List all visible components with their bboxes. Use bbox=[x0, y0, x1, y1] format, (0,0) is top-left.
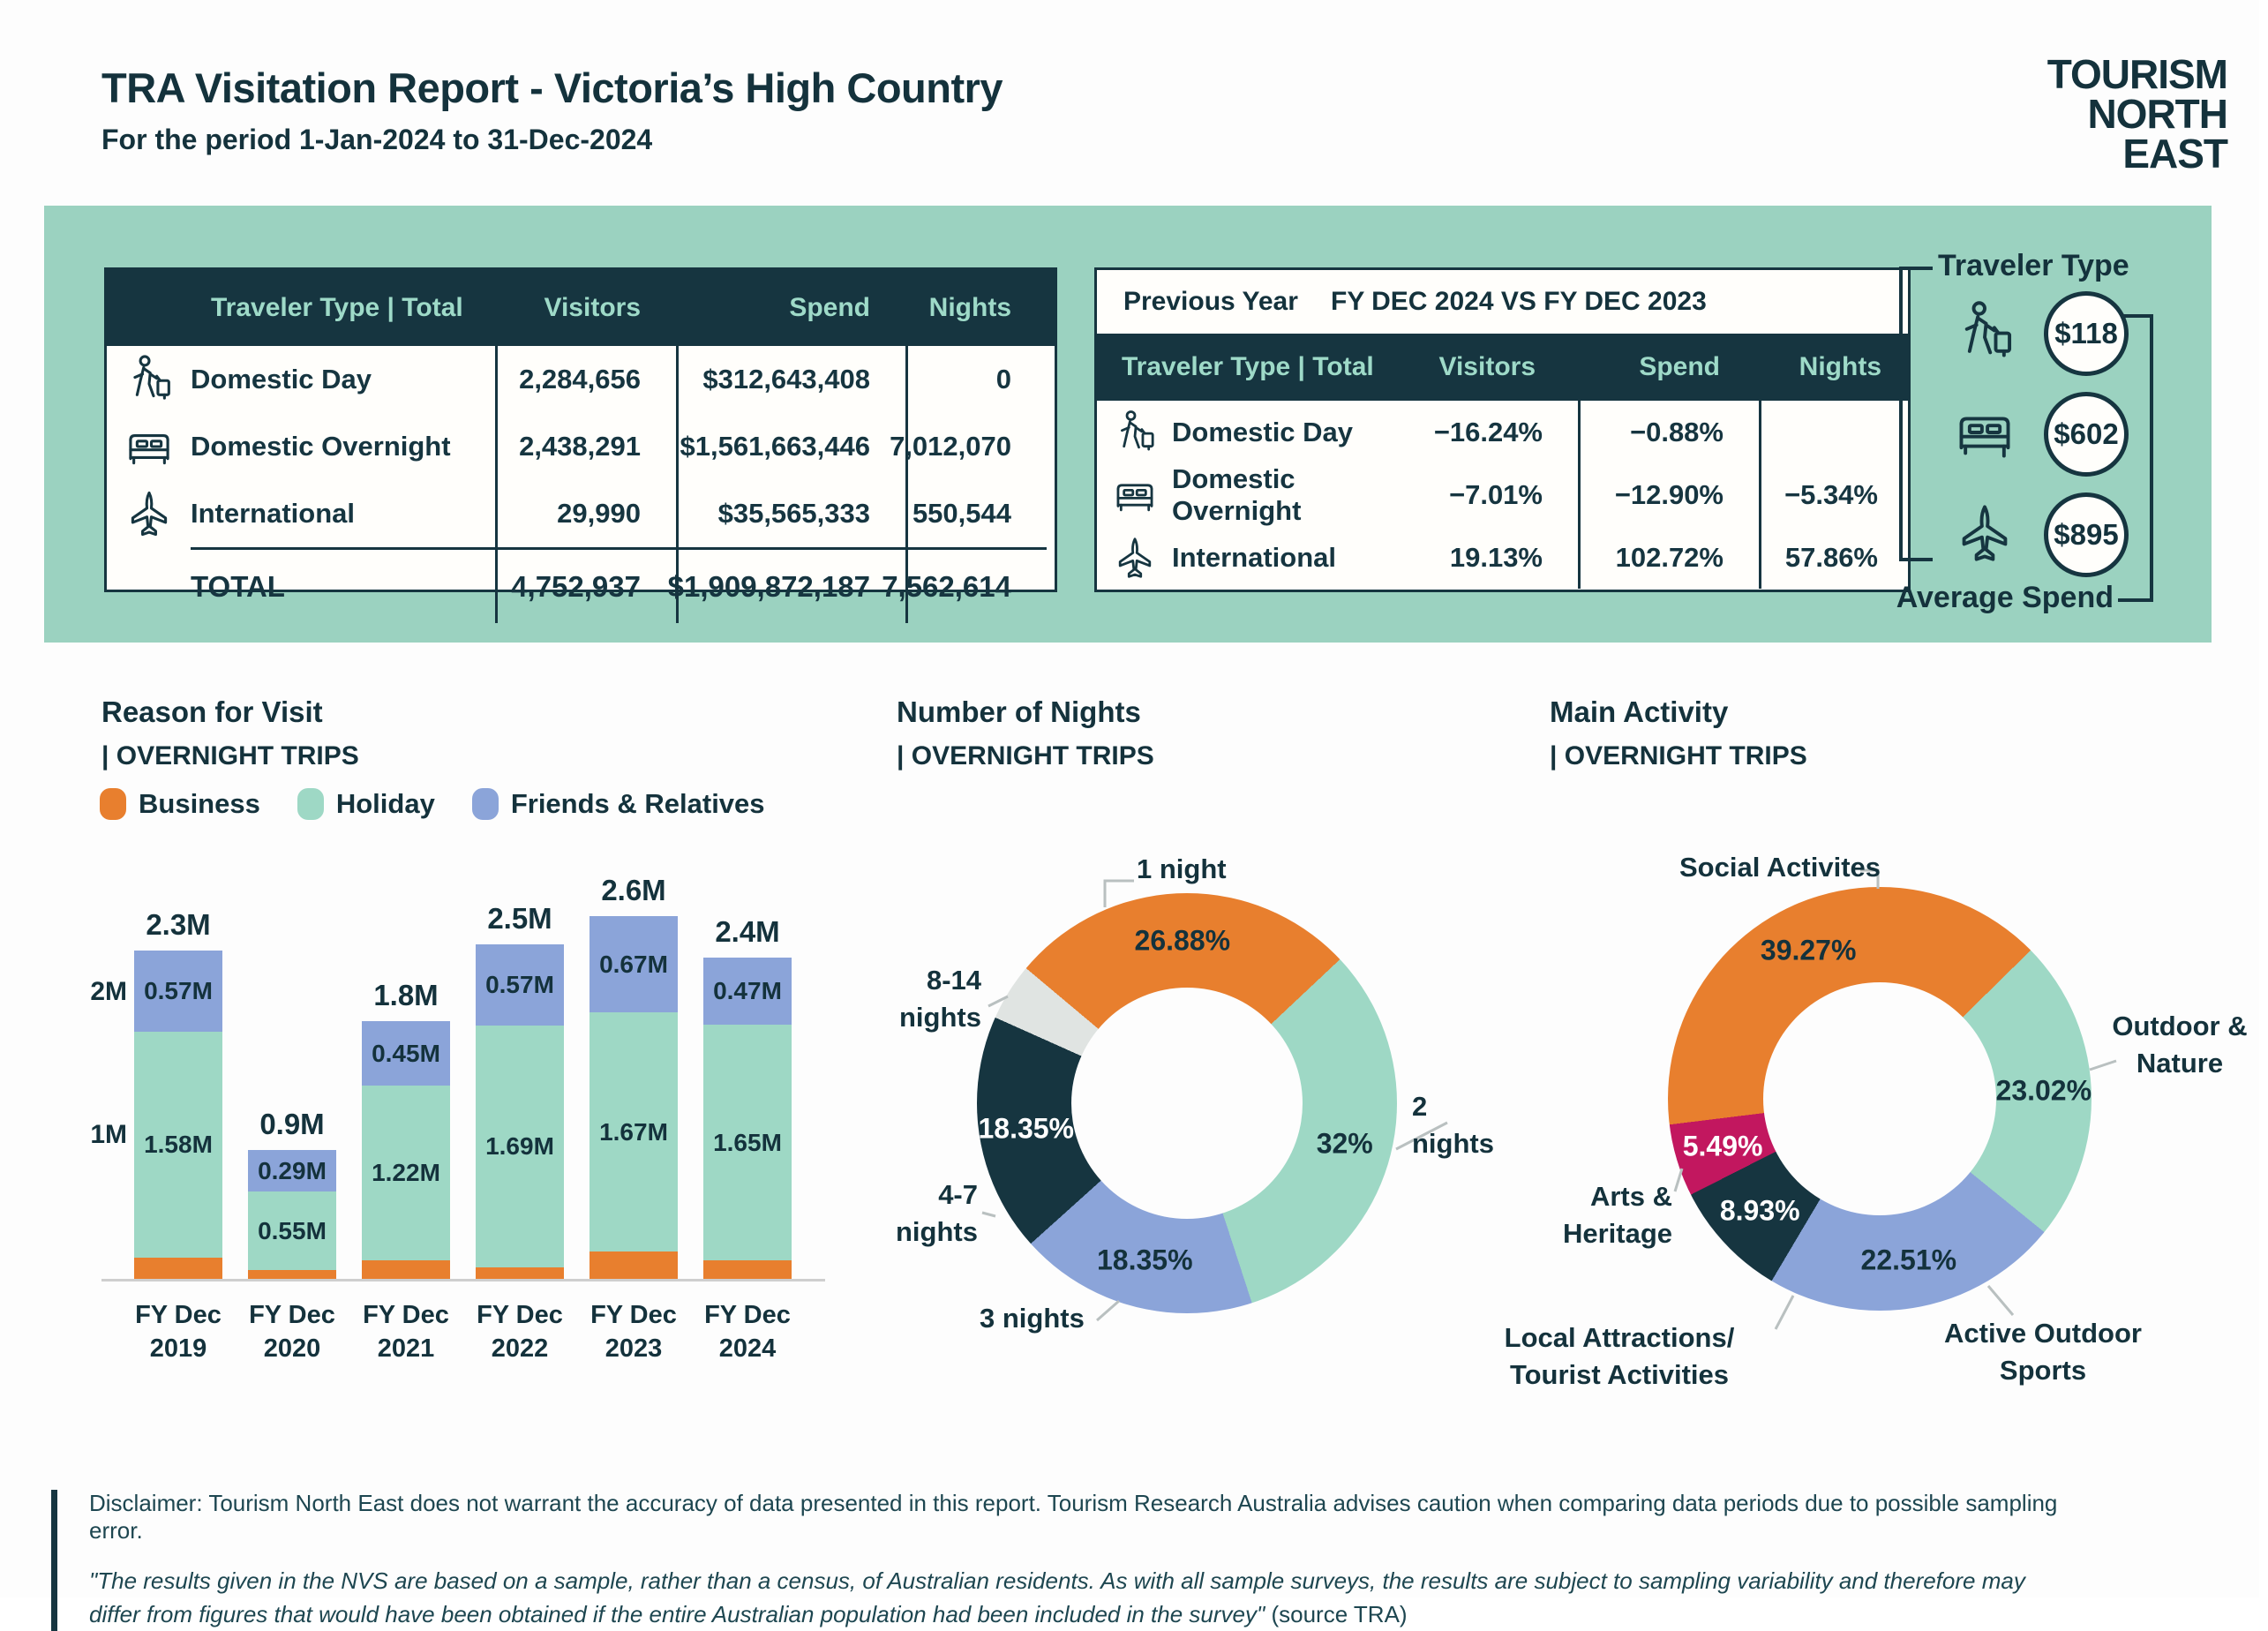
total-nights: 7,562,614 bbox=[905, 547, 1047, 623]
bar-segment-business bbox=[362, 1260, 450, 1279]
col-traveler-type: Traveler Type | Total bbox=[211, 293, 463, 322]
totals-table bbox=[104, 267, 1057, 603]
legend-label: Holiday bbox=[335, 788, 435, 819]
bar-segment-friends-relatives: 0.47M bbox=[703, 958, 792, 1025]
traveler-type-title: Traveler Type bbox=[1938, 249, 2129, 282]
bar-segment-friends-relatives: 0.57M bbox=[476, 944, 564, 1026]
donut-percent-label: 23.02% bbox=[1995, 1074, 2092, 1107]
legend-label: Business bbox=[139, 788, 260, 819]
holiday-swatch bbox=[297, 788, 324, 820]
table-total-row bbox=[107, 547, 1055, 623]
donut-percent-label: 8.93% bbox=[1719, 1194, 1800, 1227]
bar-total-label: 1.8M bbox=[373, 979, 439, 1011]
x-axis-line bbox=[101, 1279, 825, 1282]
total-label: TOTAL bbox=[191, 547, 495, 623]
avg-spend-row bbox=[1950, 492, 2129, 577]
callout-3-nights: 3 nights bbox=[980, 1303, 1085, 1334]
bar-segment-business bbox=[248, 1270, 336, 1279]
table-row bbox=[107, 480, 1055, 547]
legend-item-business bbox=[100, 788, 260, 820]
callout-1-night: 1 night bbox=[1137, 853, 1227, 884]
donut-percent-label: 18.35% bbox=[1096, 1244, 1193, 1276]
col-visitors: Visitors bbox=[544, 293, 641, 322]
bar-total-label: 0.9M bbox=[259, 1108, 325, 1140]
callout-2-nights: 2 nights bbox=[1412, 1091, 1494, 1159]
callout-local-attractions: Local Attractions/ Tourist Activities bbox=[1504, 1322, 1735, 1390]
avg-spend-badge: $895 bbox=[2044, 492, 2129, 577]
logo-line: NORTH bbox=[2087, 91, 2227, 137]
donut-hole bbox=[1763, 982, 1996, 1215]
donut-hole bbox=[1071, 988, 1303, 1219]
donut-percent-label: 18.35% bbox=[978, 1112, 1074, 1145]
callout-outdoor-nature: Outdoor & Nature bbox=[2112, 1011, 2248, 1079]
average-spend-label: Average Spend bbox=[1896, 581, 2114, 614]
legend-item-holiday bbox=[297, 788, 435, 820]
nights-change: 57.86% bbox=[1759, 526, 1913, 589]
traveler-type-bracket-left bbox=[1899, 267, 1933, 561]
col-traveler-type: Traveler Type | Total bbox=[1122, 352, 1374, 381]
main-activity-donut-chart bbox=[1447, 838, 2259, 1390]
donut-percent-label: 39.27% bbox=[1760, 934, 1857, 966]
row-label: Domestic Overnight bbox=[1172, 462, 1302, 526]
traveler-walking-icon bbox=[1950, 297, 2019, 371]
reason-for-visit-bar-chart bbox=[88, 874, 834, 1377]
row-label: Domestic Day bbox=[1172, 416, 1354, 447]
bar-segment-holiday: 1.69M bbox=[476, 1026, 564, 1267]
bar-segment-holiday: 0.55M bbox=[248, 1191, 336, 1270]
number-of-nights-title: Number of Nights bbox=[897, 695, 1141, 728]
x-axis-category-label: FY Dec 2020 bbox=[249, 1301, 335, 1363]
previous-year-caption bbox=[1097, 270, 1908, 334]
main-activity-subtitle: | OVERNIGHT TRIPS bbox=[1550, 741, 1807, 770]
plane-icon bbox=[107, 480, 191, 547]
table-row bbox=[1097, 463, 1908, 526]
donut-percent-label: 5.49% bbox=[1682, 1130, 1763, 1162]
plane-icon bbox=[1950, 499, 2019, 572]
x-axis-category-label: FY Dec 2019 bbox=[135, 1301, 222, 1363]
bar-segment-holiday: 1.67M bbox=[590, 1012, 678, 1251]
visitors-change: −7.01% bbox=[1448, 478, 1543, 510]
traveler-walking-icon bbox=[107, 346, 191, 413]
previous-year-header bbox=[1097, 334, 1908, 401]
legend-label: Friends & Relatives bbox=[510, 788, 765, 819]
bar-total-label: 2.5M bbox=[487, 902, 552, 935]
x-axis-category-label: FY Dec 2024 bbox=[704, 1301, 791, 1363]
callout-4-7-nights: 4-7 nights bbox=[896, 1179, 978, 1247]
spend-value: $1,561,663,446 bbox=[676, 413, 905, 480]
col-visitors: Visitors bbox=[1438, 352, 1536, 381]
plane-icon bbox=[1097, 526, 1172, 589]
business-swatch bbox=[100, 788, 126, 820]
tourism-north-east-logo bbox=[2046, 51, 2227, 177]
table-row bbox=[1097, 526, 1908, 589]
y-axis-tick-label: 1M bbox=[90, 1120, 127, 1149]
main-activity-title: Main Activity bbox=[1550, 695, 1729, 728]
report-period: For the period 1-Jan-2024 to 31-Dec-2024 bbox=[101, 124, 653, 155]
col-spend: Spend bbox=[789, 293, 870, 322]
traveler-walking-icon bbox=[1097, 401, 1172, 463]
x-axis-category-label: FY Dec 2022 bbox=[477, 1301, 563, 1363]
bar-segment-business bbox=[590, 1251, 678, 1279]
bar-total-label: 2.6M bbox=[601, 874, 666, 906]
previous-year-table bbox=[1094, 267, 1911, 592]
spend-change: −0.88% bbox=[1578, 401, 1759, 463]
logo-line: EAST bbox=[2122, 131, 2227, 177]
spend-change: 102.72% bbox=[1578, 526, 1759, 589]
number-of-nights-subtitle: | OVERNIGHT TRIPS bbox=[897, 741, 1154, 770]
bar-segment-business bbox=[703, 1260, 792, 1279]
previous-year-label: Previous Year bbox=[1123, 287, 1298, 316]
callout-active-outdoor-sports: Active Outdoor Sports bbox=[1944, 1318, 2142, 1386]
col-spend: Spend bbox=[1639, 352, 1720, 381]
nights-change: −5.34% bbox=[1759, 463, 1913, 526]
spacer bbox=[107, 547, 191, 623]
table-row bbox=[107, 413, 1055, 480]
x-axis-category-label: FY Dec 2023 bbox=[590, 1301, 677, 1363]
nights-change bbox=[1759, 401, 1913, 463]
avg-spend-badge: $602 bbox=[2044, 392, 2129, 477]
bar-segment-holiday: 1.65M bbox=[703, 1025, 792, 1260]
row-label: International bbox=[191, 498, 356, 529]
col-nights: Nights bbox=[1799, 352, 1881, 381]
friends-relatives-swatch bbox=[472, 788, 499, 820]
reason-for-visit-title: Reason for Visit bbox=[101, 695, 323, 728]
bar-segment-friends-relatives: 0.57M bbox=[134, 951, 222, 1032]
bar-total-label: 2.4M bbox=[715, 915, 780, 948]
callout-social-activities: Social Activites bbox=[1679, 852, 1881, 883]
total-spend: $1,909,872,187 bbox=[676, 547, 905, 623]
legend-item-friends-relatives bbox=[472, 788, 765, 820]
row-label: Domestic Overnight bbox=[191, 431, 451, 462]
bed-icon bbox=[1950, 398, 2019, 471]
visitors-change: −16.24% bbox=[1433, 416, 1543, 447]
callout-8-14-nights: 8-14 nights bbox=[899, 965, 981, 1033]
disclaimer-block bbox=[51, 1490, 2081, 1631]
spend-change: −12.90% bbox=[1578, 463, 1759, 526]
disclaimer-quote bbox=[89, 1564, 2081, 1631]
bar-segment-friends-relatives: 0.67M bbox=[590, 916, 678, 1012]
totals-table-header bbox=[107, 270, 1055, 346]
visitors-value: 29,990 bbox=[495, 480, 676, 547]
donut-percent-label: 22.51% bbox=[1860, 1244, 1957, 1276]
row-label: International bbox=[1172, 541, 1337, 573]
bar-segment-friends-relatives: 0.29M bbox=[248, 1150, 336, 1191]
bed-icon bbox=[1097, 463, 1172, 526]
comparison-period-label: FY DEC 2024 VS FY DEC 2023 bbox=[1331, 287, 1707, 316]
visitors-value: 2,284,656 bbox=[495, 346, 676, 413]
x-axis-category-label: FY Dec 2021 bbox=[363, 1301, 449, 1363]
bar-segment-holiday: 1.58M bbox=[134, 1032, 222, 1258]
reason-legend bbox=[100, 788, 765, 820]
avg-spend-row bbox=[1950, 291, 2129, 376]
bar-segment-business bbox=[134, 1258, 222, 1279]
bed-icon bbox=[107, 413, 191, 480]
total-visitors: 4,752,937 bbox=[495, 547, 676, 623]
nights-value: 0 bbox=[905, 346, 1047, 413]
bar-segment-friends-relatives: 0.45M bbox=[362, 1021, 450, 1086]
table-row bbox=[107, 346, 1055, 413]
donut-percent-label: 32% bbox=[1316, 1127, 1373, 1160]
page-title: TRA Visitation Report - Victoria’s High Country bbox=[101, 64, 1003, 111]
number-of-nights-donut-chart bbox=[882, 838, 1500, 1368]
nights-value: 550,544 bbox=[905, 480, 1047, 547]
disclaimer-line: Disclaimer: Tourism North East does not warrant the accuracy of data presented in this report. Tourism Research Australia advises caution when comparing data periods due to possible sampling error. bbox=[89, 1490, 2058, 1544]
avg-spend-badge: $118 bbox=[2044, 291, 2129, 376]
visitors-value: 2,438,291 bbox=[495, 413, 676, 480]
bar-total-label: 2.3M bbox=[146, 908, 211, 941]
quote-text: "The results given in the NVS are based on a sample, rather than a census, of Australian residents. As with all sample surveys, the results are subject to sampling variability and therefore may differ from figures that would have been obtained if the entire Australian population had been included in the survey" bbox=[89, 1567, 2025, 1627]
col-nights: Nights bbox=[928, 293, 1011, 322]
visitors-change: 19.13% bbox=[1449, 541, 1543, 573]
row-label: Domestic Day bbox=[191, 364, 372, 395]
table-row bbox=[1097, 401, 1908, 463]
y-axis-tick-label: 2M bbox=[90, 977, 127, 1006]
quote-source: (source TRA) bbox=[1265, 1601, 1408, 1627]
logo-line: TOURISM bbox=[2046, 51, 2227, 97]
spend-value: $35,565,333 bbox=[676, 480, 905, 547]
spend-value: $312,643,408 bbox=[676, 346, 905, 413]
donut-percent-label: 26.88% bbox=[1134, 924, 1231, 957]
callout-arts-heritage: Arts & Heritage bbox=[1562, 1181, 1672, 1249]
nights-value: 7,012,070 bbox=[905, 413, 1047, 480]
avg-spend-row bbox=[1950, 392, 2129, 477]
bar-segment-business bbox=[476, 1267, 564, 1279]
bar-segment-holiday: 1.22M bbox=[362, 1086, 450, 1260]
reason-for-visit-subtitle: | OVERNIGHT TRIPS bbox=[101, 741, 359, 770]
